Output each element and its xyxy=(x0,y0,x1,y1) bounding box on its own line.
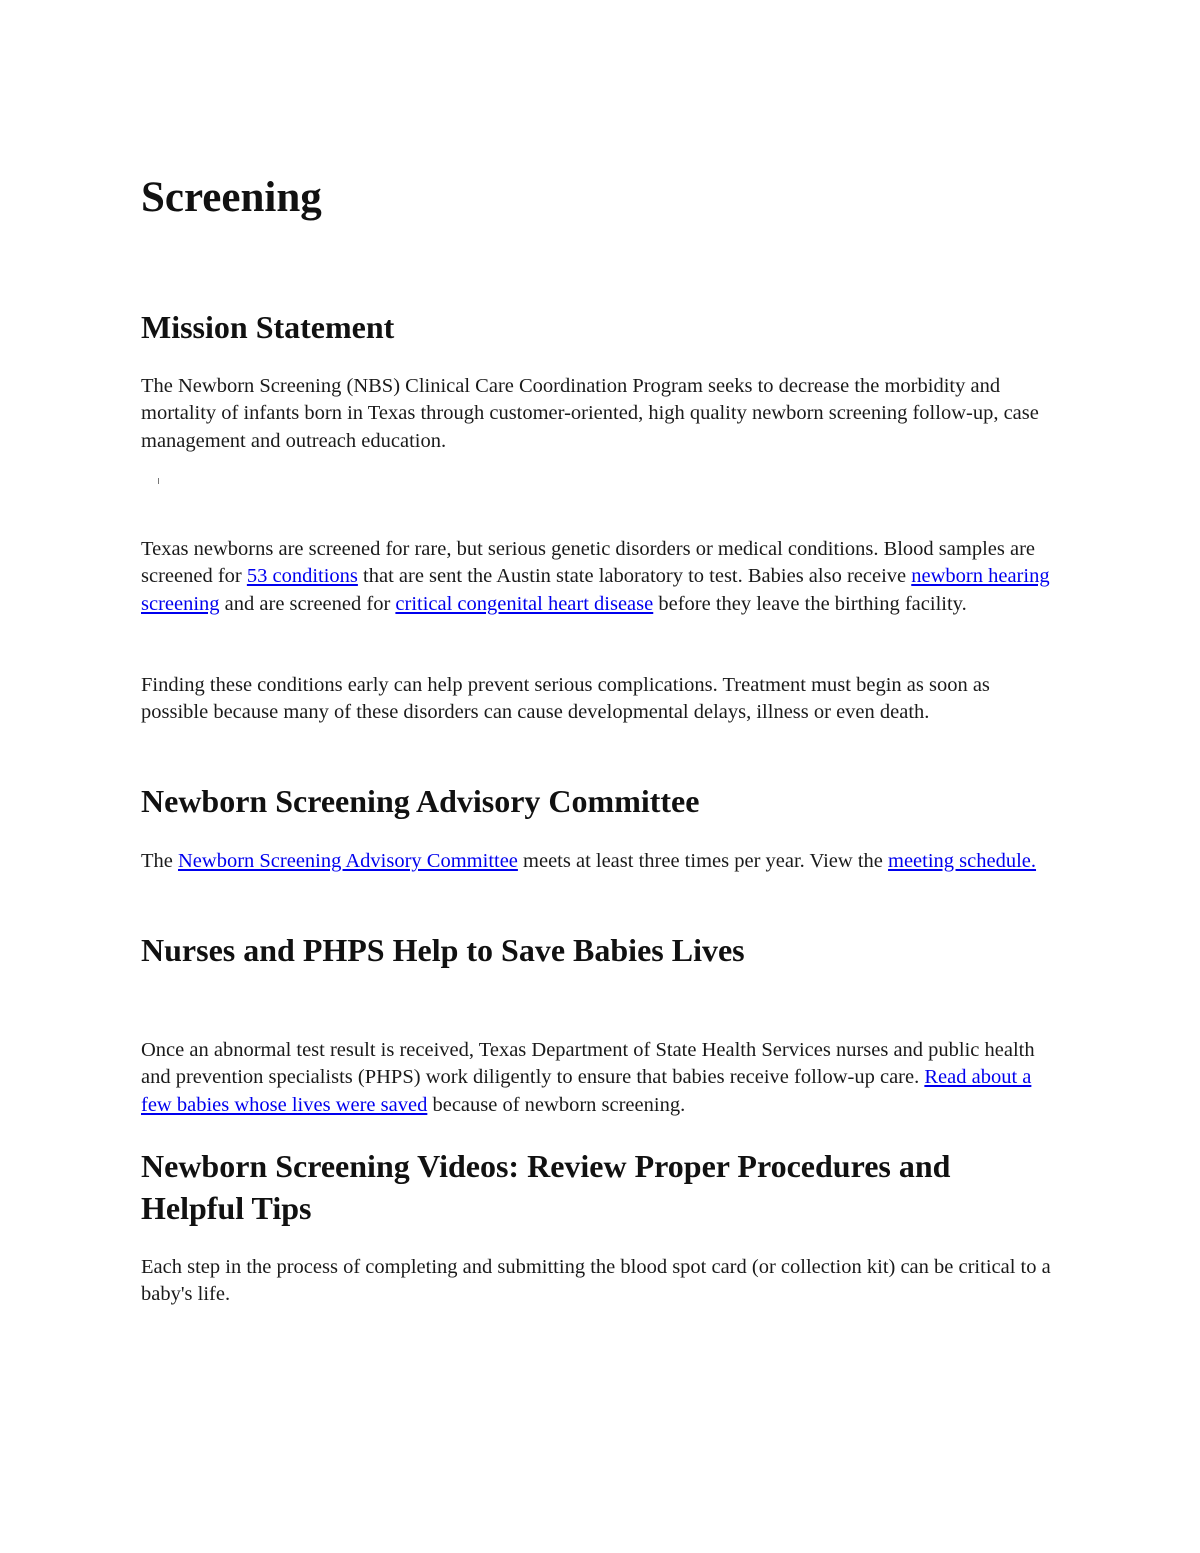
nurses-text-1: Once an abnormal test result is received, Texas Department of State Health Services nurses and public health and prevention specialists (PHPS) work diligently to ensure that babies receive follow-up care. xyxy=(141,1039,1035,1089)
screening-intro-text-3: and are screened for xyxy=(219,592,396,615)
nurses-heading: Nurses and PHPS Help to Save Babies Lives xyxy=(141,932,745,968)
hearing-screening-link[interactable]: newborn hearing screening xyxy=(141,565,1050,615)
babies-saved-link[interactable]: Read about a few babies whose lives were saved xyxy=(141,1066,1032,1116)
committee-heading: Newborn Screening Advisory Committee xyxy=(141,783,700,819)
screening-intro-text-4: before they leave the birthing facility. xyxy=(653,592,967,615)
screening-intro-paragraph xyxy=(141,536,1061,618)
videos-heading: Newborn Screening Videos: Review Proper Procedures and Helpful Tips xyxy=(141,1148,951,1226)
mission-heading: Mission Statement xyxy=(141,309,395,345)
nurses-text-2: because of newborn screening. xyxy=(427,1093,686,1116)
stray-mark xyxy=(158,478,159,484)
page-title: Screening xyxy=(141,174,322,221)
screening-intro-text-1: Texas newborns are screened for rare, but serious genetic disorders or medical conditions. Blood samples are screened for xyxy=(141,538,1036,588)
advisory-committee-link[interactable]: Newborn Screening Advisory Committee xyxy=(178,850,518,872)
committee-text-1: The xyxy=(141,850,178,872)
meeting-schedule-link[interactable]: meeting schedule. xyxy=(888,850,1037,872)
committee-text-2: meets at least three times per year. View the xyxy=(517,850,889,872)
videos-paragraph: Each step in the process of completing and submitting the blood spot card (or collection kit) can be critical to a baby's life. xyxy=(141,1256,1051,1306)
screening-intro-text-2: that are sent the Austin state laboratory to test. Babies also receive xyxy=(357,565,912,588)
heart-disease-link[interactable]: critical congenital heart disease xyxy=(395,592,654,615)
conditions-link[interactable]: 53 conditions xyxy=(246,565,358,588)
committee-paragraph xyxy=(141,848,1061,875)
mission-paragraph: The Newborn Screening (NBS) Clinical Care Coordination Program seeks to decrease the morbidity and mortality of infants born in Texas through customer-oriented, high quality newborn screening follow-up, case management and outreach education. xyxy=(141,375,1039,452)
finding-paragraph: Finding these conditions early can help prevent serious complications. Treatment must begin as soon as possible because many of these disorders can cause developmental delays, illness or even death. xyxy=(141,674,990,724)
nurses-paragraph xyxy=(141,1037,1061,1119)
